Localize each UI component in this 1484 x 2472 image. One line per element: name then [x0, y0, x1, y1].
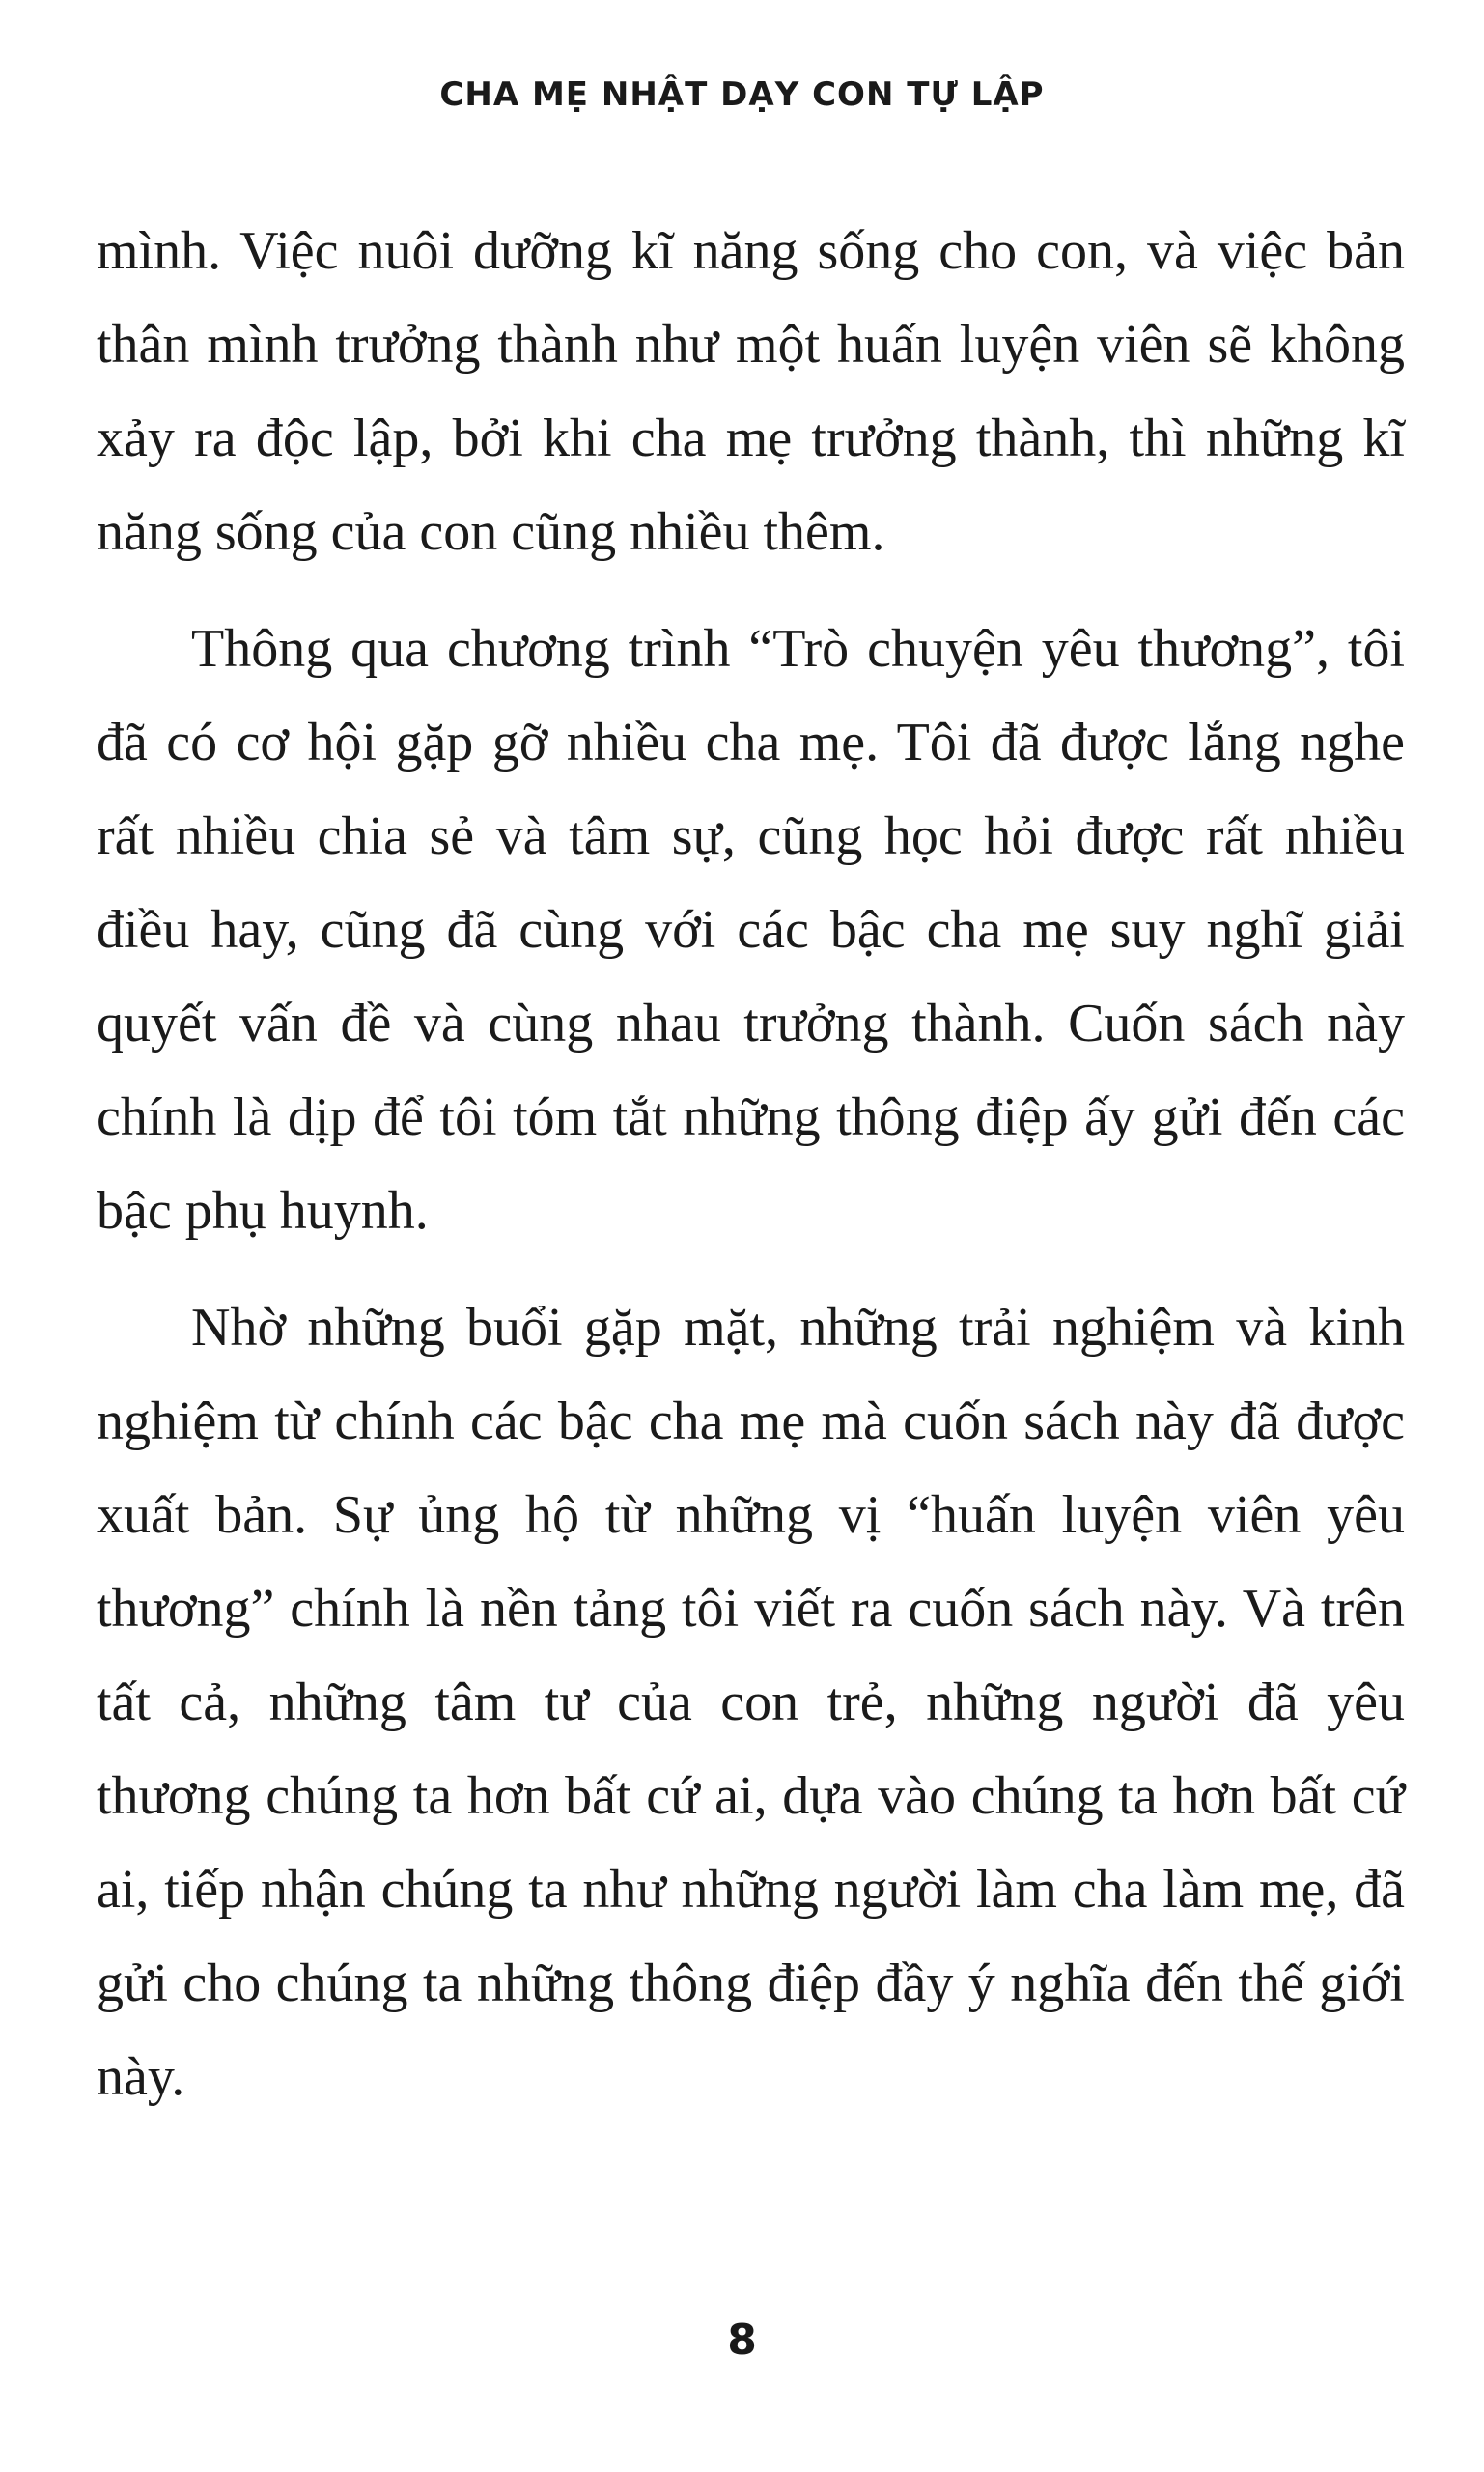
paragraph-program: Thông qua chương trình “Trò chuyện yêu thương”, tôi đã có cơ hội gặp gỡ nhiều cha mẹ. Tôi đã được lắng nghe rất nhiều chia sẻ và tâm sự, cũng học hỏi được rất nhiều điều hay, cũng đã cùng với các bậc cha mẹ suy nghĩ giải quyết vấn đề và cùng nhau trưởng thành. Cuốn sách này chính là dịp để tôi tóm tắt những thông điệp ấy gửi đến các bậc phụ huynh.: [97, 619, 1405, 1241]
body-text: [97, 205, 1405, 2148]
paragraph-continued: mình. Việc nuôi dưỡng kĩ năng sống cho con, và việc bản thân mình trưởng thành như một huấn luyện viên sẽ không xảy ra độc lập, bởi khi cha mẹ trưởng thành, thì những kĩ năng sống của con cũng nhiều thêm.: [97, 221, 1405, 562]
running-header: CHA MẸ NHẬT DẠY CON TỰ LẬP: [439, 75, 1045, 114]
page-number: 8: [727, 2316, 757, 2365]
paragraph-gratitude: Nhờ những buổi gặp mặt, những trải nghiệm và kinh nghiệm từ chính các bậc cha mẹ mà cuốn sách này đã được xuất bản. Sự ủng hộ từ những vị “huấn luyện viên yêu thương” chính là nền tảng tôi viết ra cuốn sách này. Và trên tất cả, những tâm tư của con trẻ, những người đã yêu thương chúng ta hơn bất cứ ai, dựa vào chúng ta hơn bất cứ ai, tiếp nhận chúng ta như những người làm cha làm mẹ, đã gửi cho chúng ta những thông điệp đầy ý nghĩa đến thế giới này.: [97, 1298, 1405, 2107]
